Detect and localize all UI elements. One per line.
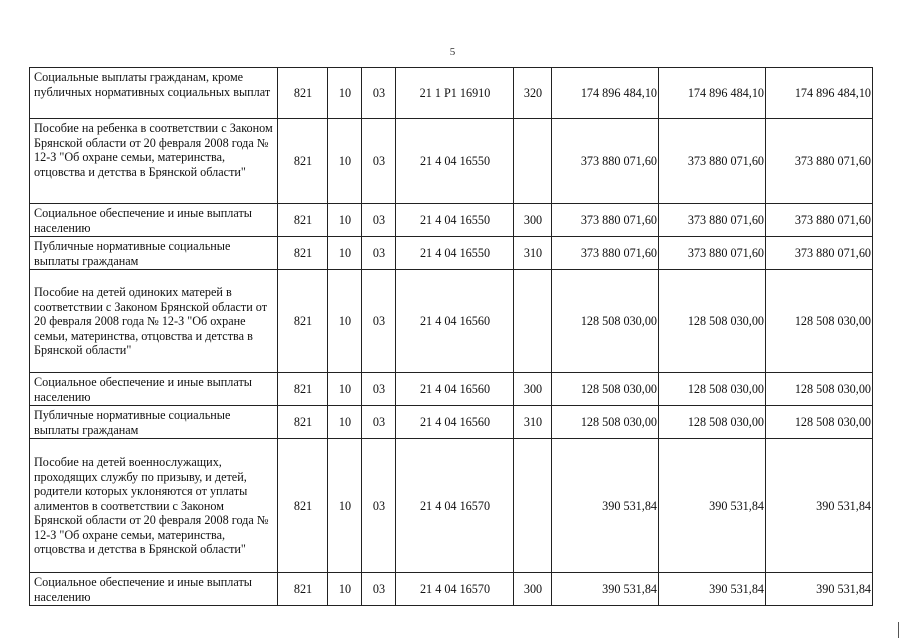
subsection-code: 03 [362, 270, 396, 373]
row-name: Публичные нормативные социальные выплаты гражданам [30, 237, 278, 270]
scan-edge-mark [898, 622, 899, 638]
expense-type-code: 300 [514, 373, 552, 406]
amount-year-3: 174 896 484,10 [766, 68, 873, 119]
section-code: 10 [328, 68, 362, 119]
section-code: 10 [328, 237, 362, 270]
budget-table [29, 67, 873, 606]
row-name: Социальное обеспечение и иные выплаты населению [30, 573, 278, 606]
table-row [30, 119, 873, 204]
amount-year-2: 128 508 030,00 [659, 373, 766, 406]
amount-year-1: 373 880 071,60 [552, 119, 659, 204]
amount-year-1: 128 508 030,00 [552, 373, 659, 406]
row-name: Пособие на ребенка в соответствии с Законом Брянской области от 20 февраля 2008 года № 12-З "Об охране семьи, материнства, отцовства и детства в Брянской области" [30, 119, 278, 204]
table-row [30, 237, 873, 270]
amount-year-3: 390 531,84 [766, 573, 873, 606]
row-name: Социальное обеспечение и иные выплаты населению [30, 373, 278, 406]
grbs-code: 821 [278, 204, 328, 237]
table-row [30, 439, 873, 573]
section-code: 10 [328, 439, 362, 573]
target-article-code: 21 4 04 16550 [396, 204, 514, 237]
amount-year-3: 373 880 071,60 [766, 237, 873, 270]
amount-year-1: 373 880 071,60 [552, 204, 659, 237]
amount-year-2: 390 531,84 [659, 439, 766, 573]
amount-year-1: 128 508 030,00 [552, 406, 659, 439]
amount-year-3: 128 508 030,00 [766, 373, 873, 406]
amount-year-2: 128 508 030,00 [659, 270, 766, 373]
table-row [30, 68, 873, 119]
subsection-code: 03 [362, 68, 396, 119]
row-name: Публичные нормативные социальные выплаты гражданам [30, 406, 278, 439]
amount-year-1: 373 880 071,60 [552, 237, 659, 270]
amount-year-2: 174 896 484,10 [659, 68, 766, 119]
amount-year-3: 128 508 030,00 [766, 270, 873, 373]
subsection-code: 03 [362, 373, 396, 406]
row-name: Пособие на детей одиноких матерей в соответствии с Законом Брянской области от 20 февраля 2008 года № 12-З "Об охране семьи, материнства, отцовства и детства в Брянской области" [30, 270, 278, 373]
section-code: 10 [328, 270, 362, 373]
expense-type-code [514, 439, 552, 573]
expense-type-code: 320 [514, 68, 552, 119]
table-row [30, 270, 873, 373]
expense-type-code: 300 [514, 573, 552, 606]
grbs-code: 821 [278, 270, 328, 373]
table-row [30, 573, 873, 606]
expense-type-code: 300 [514, 204, 552, 237]
grbs-code: 821 [278, 68, 328, 119]
target-article-code: 21 4 04 16560 [396, 373, 514, 406]
grbs-code: 821 [278, 373, 328, 406]
amount-year-1: 174 896 484,10 [552, 68, 659, 119]
section-code: 10 [328, 204, 362, 237]
table-row [30, 406, 873, 439]
amount-year-2: 373 880 071,60 [659, 204, 766, 237]
amount-year-2: 373 880 071,60 [659, 119, 766, 204]
amount-year-2: 390 531,84 [659, 573, 766, 606]
subsection-code: 03 [362, 204, 396, 237]
target-article-code: 21 4 04 16570 [396, 573, 514, 606]
amount-year-3: 373 880 071,60 [766, 204, 873, 237]
amount-year-1: 128 508 030,00 [552, 270, 659, 373]
amount-year-3: 128 508 030,00 [766, 406, 873, 439]
target-article-code: 21 4 04 16560 [396, 406, 514, 439]
amount-year-2: 373 880 071,60 [659, 237, 766, 270]
target-article-code: 21 4 04 16560 [396, 270, 514, 373]
section-code: 10 [328, 406, 362, 439]
section-code: 10 [328, 373, 362, 406]
grbs-code: 821 [278, 439, 328, 573]
subsection-code: 03 [362, 406, 396, 439]
row-name: Социальные выплаты гражданам, кроме публичных нормативных социальных выплат [30, 68, 278, 119]
amount-year-3: 373 880 071,60 [766, 119, 873, 204]
section-code: 10 [328, 119, 362, 204]
subsection-code: 03 [362, 119, 396, 204]
row-name: Социальное обеспечение и иные выплаты населению [30, 204, 278, 237]
subsection-code: 03 [362, 237, 396, 270]
section-code: 10 [328, 573, 362, 606]
page-number: 5 [449, 46, 456, 58]
target-article-code: 21 4 04 16550 [396, 237, 514, 270]
target-article-code: 21 4 04 16570 [396, 439, 514, 573]
grbs-code: 821 [278, 406, 328, 439]
expense-type-code: 310 [514, 237, 552, 270]
expense-type-code: 310 [514, 406, 552, 439]
grbs-code: 821 [278, 573, 328, 606]
subsection-code: 03 [362, 439, 396, 573]
target-article-code: 21 1 Р1 16910 [396, 68, 514, 119]
expense-type-code [514, 270, 552, 373]
amount-year-1: 390 531,84 [552, 439, 659, 573]
subsection-code: 03 [362, 573, 396, 606]
expense-type-code [514, 119, 552, 204]
grbs-code: 821 [278, 119, 328, 204]
row-name: Пособие на детей военнослужащих, проходящих службу по призыву, и детей, родители которых уклоняются от уплаты алиментов в соответствии с Законом Брянской области от 20 февраля 2008 года № 12-З "Об охране семьи, материнства, отцовства и детства в Брянской области" [30, 439, 278, 573]
amount-year-1: 390 531,84 [552, 573, 659, 606]
table-row [30, 204, 873, 237]
amount-year-2: 128 508 030,00 [659, 406, 766, 439]
table-row [30, 373, 873, 406]
grbs-code: 821 [278, 237, 328, 270]
amount-year-3: 390 531,84 [766, 439, 873, 573]
target-article-code: 21 4 04 16550 [396, 119, 514, 204]
